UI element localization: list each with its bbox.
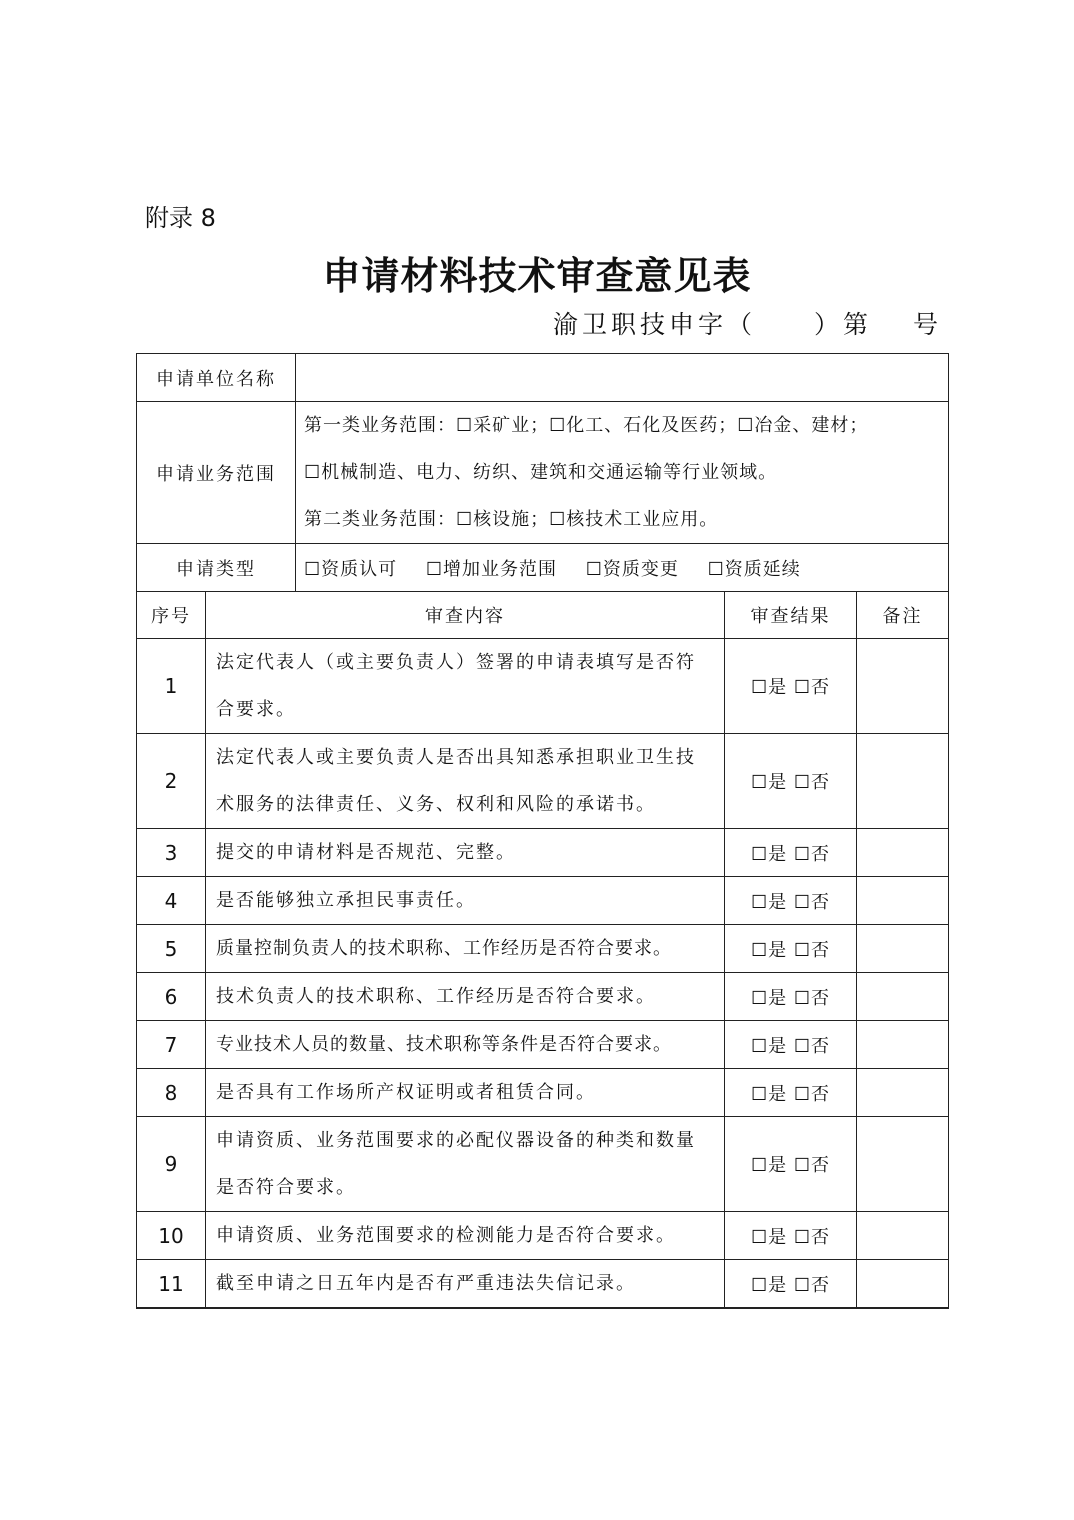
document-number: 渝卫职技申字（ ）第 号: [553, 310, 942, 339]
header-content: 审查内容: [206, 592, 725, 639]
row-result-checkboxes[interactable]: ☐是 ☐否: [725, 973, 857, 1021]
row-seq: 8: [137, 1069, 206, 1117]
row-result-checkboxes[interactable]: ☐是 ☐否: [725, 829, 857, 877]
row-note[interactable]: [857, 639, 949, 734]
application-type-field: [296, 544, 949, 592]
row-content: 申请资质、业务范围要求的必配仪器设备的种类和数量是否符合要求。: [206, 1117, 725, 1212]
scope-category-one-cont: ☐机械制造、电力、纺织、建筑和交通运输等行业领域。: [304, 462, 778, 483]
table-row: [137, 925, 949, 973]
type-add-scope-checkbox[interactable]: ☐增加业务范围: [425, 558, 558, 580]
type-qualification-change-checkbox[interactable]: ☐资质变更: [585, 558, 679, 580]
row-note[interactable]: [857, 973, 949, 1021]
row-seq: 3: [137, 829, 206, 877]
table-row: [137, 1021, 949, 1069]
table-row: [137, 734, 949, 829]
row-result-checkboxes[interactable]: ☐是 ☐否: [725, 877, 857, 925]
table-row: [137, 829, 949, 877]
row-note[interactable]: [857, 1069, 949, 1117]
row-seq: 5: [137, 925, 206, 973]
row-result-checkboxes[interactable]: ☐是 ☐否: [725, 925, 857, 973]
row-seq: 4: [137, 877, 206, 925]
row-seq: 1: [137, 639, 206, 734]
row-note[interactable]: [857, 877, 949, 925]
row-content: 是否能够独立承担民事责任。: [206, 877, 725, 925]
review-form: [136, 353, 948, 1309]
row-result-checkboxes[interactable]: ☐是 ☐否: [725, 639, 857, 734]
row-note[interactable]: [857, 1260, 949, 1309]
row-result-checkboxes[interactable]: ☐是 ☐否: [725, 734, 857, 829]
scope-category-one: 第一类业务范围：☐采矿业；☐化工、石化及医药；☐冶金、建材；: [304, 415, 869, 436]
row-content: 申请资质、业务范围要求的检测能力是否符合要求。: [206, 1212, 725, 1260]
unit-name-label: 申请单位名称: [137, 354, 296, 402]
type-qualification-renewal-checkbox[interactable]: ☐资质延续: [707, 558, 801, 580]
row-content: 专业技术人员的数量、技术职称等条件是否符合要求。: [206, 1021, 725, 1069]
table-row: [137, 877, 949, 925]
business-scope-label: 申请业务范围: [137, 402, 296, 544]
application-type-label: 申请类型: [137, 544, 296, 592]
table-row: [137, 1260, 949, 1309]
row-seq: 6: [137, 973, 206, 1021]
row-content: 是否具有工作场所产权证明或者租赁合同。: [206, 1069, 725, 1117]
row-content: 提交的申请材料是否规范、完整。: [206, 829, 725, 877]
page-title: 申请材料技术审查意见表: [322, 253, 752, 298]
review-items-table: [136, 592, 949, 1309]
row-result-checkboxes[interactable]: ☐是 ☐否: [725, 1260, 857, 1309]
row-note[interactable]: [857, 1117, 949, 1212]
header-result: 审查结果: [725, 592, 857, 639]
applicant-info-table: [136, 353, 949, 592]
row-note[interactable]: [857, 1212, 949, 1260]
row-content: 技术负责人的技术职称、工作经历是否符合要求。: [206, 973, 725, 1021]
appendix-label: 附录 8: [145, 204, 216, 232]
row-note[interactable]: [857, 734, 949, 829]
row-result-checkboxes[interactable]: ☐是 ☐否: [725, 1212, 857, 1260]
table-row: [137, 639, 949, 734]
row-seq: 11: [137, 1260, 206, 1309]
business-scope-field[interactable]: [296, 402, 949, 544]
unit-name-field[interactable]: [296, 354, 949, 402]
row-content: 法定代表人或主要负责人是否出具知悉承担职业卫生技术服务的法律责任、义务、权利和风险的承诺书。: [206, 734, 725, 829]
row-result-checkboxes[interactable]: ☐是 ☐否: [725, 1117, 857, 1212]
row-note[interactable]: [857, 925, 949, 973]
row-content: 法定代表人（或主要负责人）签署的申请表填写是否符合要求。: [206, 639, 725, 734]
row-seq: 10: [137, 1212, 206, 1260]
header-seq: 序号: [137, 592, 206, 639]
row-result-checkboxes[interactable]: ☐是 ☐否: [725, 1021, 857, 1069]
table-row: [137, 1069, 949, 1117]
row-seq: 9: [137, 1117, 206, 1212]
row-content: 质量控制负责人的技术职称、工作经历是否符合要求。: [206, 925, 725, 973]
row-seq: 7: [137, 1021, 206, 1069]
row-seq: 2: [137, 734, 206, 829]
table-row: [137, 1212, 949, 1260]
table-row: [137, 973, 949, 1021]
row-content: 截至申请之日五年内是否有严重违法失信记录。: [206, 1260, 725, 1309]
table-row: [137, 1117, 949, 1212]
row-note[interactable]: [857, 829, 949, 877]
row-note[interactable]: [857, 1021, 949, 1069]
scope-category-two: 第二类业务范围：☐核设施；☐核技术工业应用。: [304, 509, 719, 530]
header-note: 备注: [857, 592, 949, 639]
type-qualification-approval-checkbox[interactable]: ☐资质认可: [304, 558, 398, 580]
row-result-checkboxes[interactable]: ☐是 ☐否: [725, 1069, 857, 1117]
